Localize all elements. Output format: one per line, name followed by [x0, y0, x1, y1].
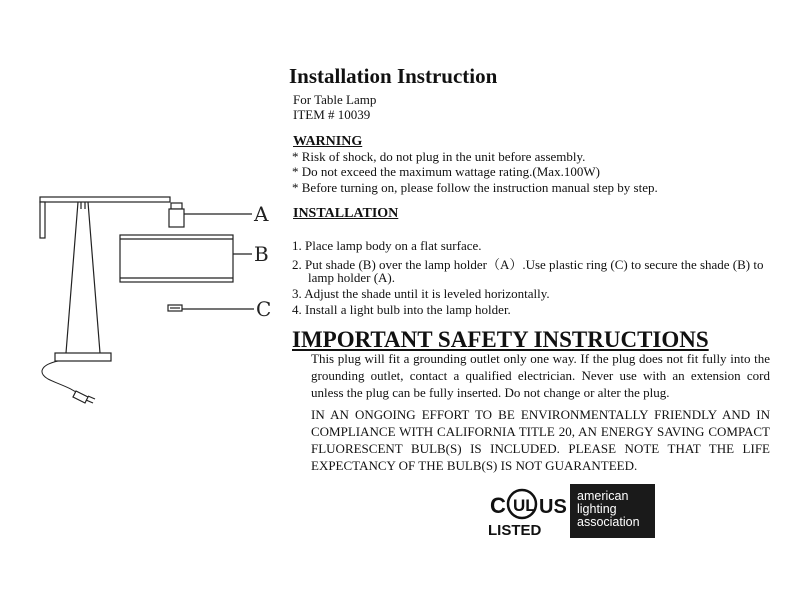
installation-step: 3. Adjust the shade until it is leveled horizontally. — [292, 286, 550, 301]
ala-line: american — [577, 489, 629, 503]
lamp-base — [55, 353, 111, 361]
power-cord — [42, 361, 80, 395]
installation-step: 1. Place lamp body on a flat surface. — [292, 238, 482, 253]
installation-step: 4. Install a light bulb into the lamp holder. — [292, 302, 511, 317]
item-number: ITEM # 10039 — [293, 107, 371, 122]
safety-heading: IMPORTANT SAFETY INSTRUCTIONS — [292, 327, 709, 352]
warning-item: * Do not exceed the maximum wattage rating.(Max.100W) — [292, 164, 600, 179]
installation-heading: INSTALLATION — [293, 206, 399, 221]
svg-text:US: US — [539, 496, 567, 518]
american-lighting-association-logo — [570, 484, 655, 538]
installation-step-continued: lamp holder (A). — [308, 270, 396, 285]
installation-step: 2. Put shade (B) over the lamp holder（A）.Use plastic ring (C) to secure the shade (B) to — [292, 257, 764, 272]
svg-text:UL: UL — [513, 496, 536, 515]
warning-item: * Risk of shock, do not plug in the unit before assembly. — [292, 149, 586, 164]
label-c: C — [256, 297, 272, 321]
lamp-holder-a — [171, 203, 182, 209]
shade-b — [120, 235, 233, 282]
label-b: B — [254, 242, 269, 266]
lamp-assembly-diagram — [30, 185, 280, 415]
ul-listed-logo — [484, 484, 567, 540]
ala-line: association — [577, 515, 640, 529]
lamp-arm-end — [40, 202, 45, 238]
safety-paragraph-cfl: IN AN ONGOING EFFORT TO BE ENVIRONMENTALLY FRIENDLY AND IN COMPLIANCE WITH CALIFORNIA TITLE 20, AN ENERGY SAVING COMPACT FLUORESCENT BULB(S) IS INCLUDED. PLEASE NOTE THAT THE LIFE EXPECTANCY OF THE BULB(S) IS NOT GUARANTEED. — [311, 407, 770, 473]
ul-listed-text: LISTED — [488, 522, 542, 539]
ala-line: lighting — [577, 502, 617, 516]
svg-text:C: C — [490, 493, 506, 518]
warning-item: * Before turning on, please follow the instruction manual step by step. — [292, 180, 658, 195]
label-a: A — [254, 202, 269, 226]
document-title: Installation Instruction — [289, 64, 498, 88]
lamp-arm — [40, 197, 170, 202]
safety-paragraph-plug: This plug will fit a grounding outlet only one way. If the plug does not fit fully into the grounding outlet, contact a qualified electrician. Never use with an extension cord unless the plug can be fully inserted. Do not change or alter the plug. — [311, 351, 770, 400]
warning-heading: WARNING — [293, 134, 363, 149]
product-type: For Table Lamp — [293, 92, 377, 107]
lamp-post — [66, 202, 100, 353]
